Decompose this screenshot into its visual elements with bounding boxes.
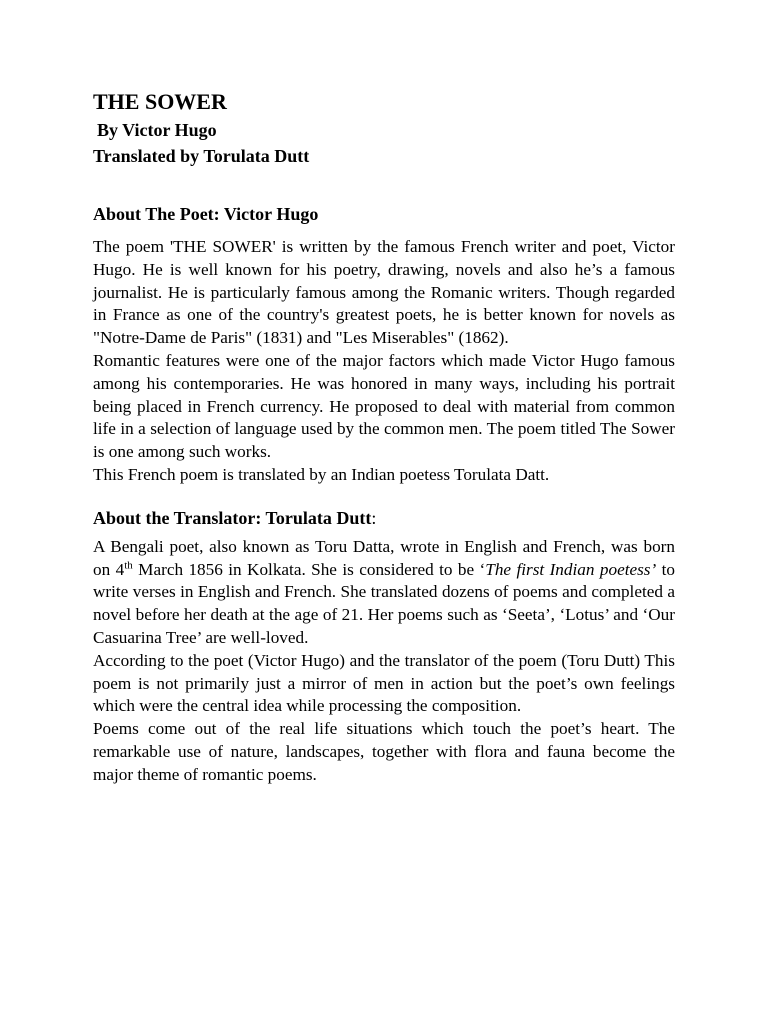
section-heading-translator: [93, 506, 675, 530]
page-title: THE SOWER: [93, 89, 227, 114]
translator-line: Translated by Torulata Dutt: [93, 146, 310, 166]
author-line: By Victor Hugo: [97, 120, 217, 140]
document-page: [93, 88, 675, 787]
translator-paragraph-1: [93, 536, 675, 650]
poet-paragraph-3: This French poem is translated by an Indian poetess Torulata Datt.: [93, 464, 550, 484]
translator-p1-mid: March 1856 in Kolkata. She is considered to be ‘: [132, 559, 486, 579]
translator-paragraph-3: Poems come out of the real life situations which touch the poet’s heart. The remarkable use of nature, landscapes, together with flora and fauna become the major theme of romantic poems.: [93, 719, 675, 784]
poet-paragraph-1: The poem 'THE SOWER' is written by the famous French writer and poet, Victor Hugo. He is well known for his poetry, drawing, novels and also he’s a famous journalist. He is particularly famous among the Romanic writers. Though regarded in France as one of the country's greatest poets, he is better known for novels as "Notre-Dame de Paris" (1831) and "Les Miserables" (1862).: [93, 237, 675, 348]
translator-p1-start: A Bengali poet, also known as Toru Datta, wrote in English and French, was born on 4: [93, 536, 675, 579]
section-heading-poet: About The Poet: Victor Hugo: [93, 204, 319, 224]
section-heading-colon: :: [371, 507, 377, 528]
ordinal-suffix: th: [124, 558, 133, 571]
poet-paragraph-2: Romantic features were one of the major factors which made Victor Hugo famous among his contemporaries. He was honored in many ways, including his portrait being placed in French currency. He proposed to deal with material from common life in a selection of language used by the common men. The poem titled The Sower is one among such works.: [93, 350, 675, 462]
translator-p1-end: to write verses in English and French. She translated dozens of poems and completed a novel before her death at the age of 21. Her poems such as ‘Seeta’, ‘Lotus’ and ‘Our Casuarina Tree’ are well-loved.: [93, 559, 675, 647]
section-heading-translator-text: About the Translator: Torulata Dutt: [93, 507, 372, 528]
translator-p1-italic: The first Indian poetess’: [485, 559, 657, 579]
translator-paragraph-2: According to the poet (Victor Hugo) and the translator of the poem (Toru Dutt) This poem is not primarily just a mirror of men in action but the poet’s own feelings which were the central idea while processing the composition.: [93, 650, 675, 716]
